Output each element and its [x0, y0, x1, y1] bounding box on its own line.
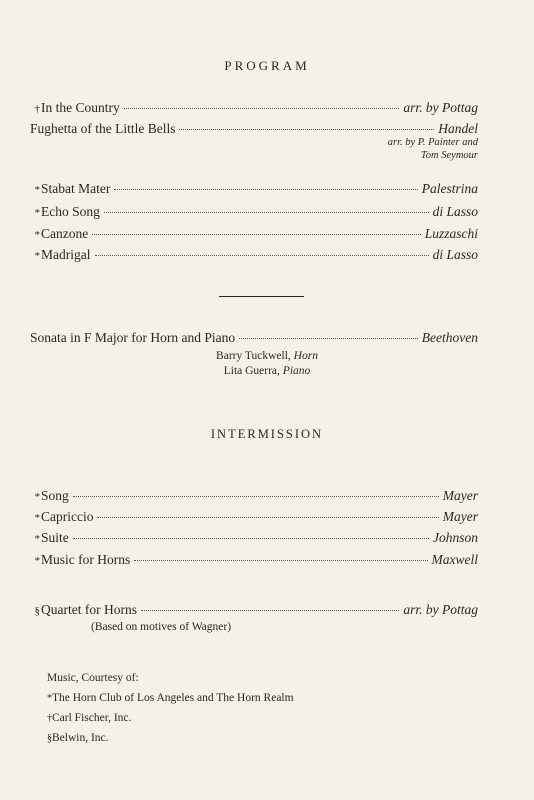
footnote-mark: * — [34, 512, 40, 524]
footnote-mark: * — [34, 555, 40, 567]
composer: di Lasso — [432, 204, 478, 219]
piece-title: Sonata in F Major for Horn and Piano — [30, 330, 236, 345]
composer: Maxwell — [431, 552, 478, 567]
piece-title: Madrigal — [41, 247, 91, 262]
dot-leader — [141, 610, 399, 611]
piece-title: Suite — [41, 530, 69, 545]
program-entry — [30, 247, 478, 265]
piece-title: Echo Song — [41, 204, 100, 219]
program-entry — [30, 602, 478, 620]
performer-instrument: Piano — [282, 365, 311, 377]
courtesy-heading: Music, Courtesy of: — [47, 672, 139, 684]
footnote-mark: * — [47, 693, 52, 704]
footnote-mark: * — [34, 491, 40, 503]
piece-title: Fughetta of the Little Bells — [30, 121, 176, 136]
program-entry — [30, 330, 478, 348]
program-entry — [30, 552, 478, 570]
arranger-line: arr. by P. Painter and — [387, 137, 478, 148]
footnote-mark: † — [34, 103, 40, 115]
program-heading: PROGRAM — [224, 58, 310, 73]
courtesy-item — [47, 692, 294, 704]
program-entry — [30, 100, 478, 118]
dot-leader — [92, 234, 421, 235]
dot-leader — [73, 496, 439, 497]
composer: arr. by Pottag — [403, 602, 478, 617]
composer: Palestrina — [421, 181, 478, 196]
composer: Beethoven — [421, 330, 478, 345]
footnote-mark: † — [47, 713, 52, 724]
dot-leader — [134, 560, 427, 561]
courtesy-text: Belwin, Inc. — [52, 732, 109, 744]
section-divider — [219, 296, 304, 297]
courtesy-item — [47, 732, 109, 744]
composer: Johnson — [433, 530, 478, 545]
dot-leader — [179, 129, 434, 130]
courtesy-text: The Horn Club of Los Angeles and The Horn Realm — [52, 692, 294, 704]
composer: di Lasso — [432, 247, 478, 262]
piece-title: Stabat Mater — [41, 181, 111, 196]
piece-title: In the Country — [41, 100, 120, 115]
dot-leader — [239, 338, 418, 339]
courtesy-item — [47, 712, 131, 724]
program-entry — [30, 226, 478, 244]
performer-line — [0, 350, 534, 362]
program-entry — [30, 530, 478, 548]
piece-title: Music for Horns — [41, 552, 131, 567]
dot-leader — [95, 255, 429, 256]
program-entry — [30, 181, 478, 199]
performer-name: Lita Guerra, — [223, 365, 280, 377]
dot-leader — [97, 517, 438, 518]
performer-line — [0, 365, 534, 377]
dot-leader — [104, 212, 429, 213]
performer-name: Barry Tuckwell, — [216, 350, 291, 362]
program-entry — [30, 488, 478, 506]
piece-title: Song — [41, 488, 69, 503]
footnote-mark: * — [34, 250, 40, 262]
program-entry — [30, 204, 478, 222]
piece-title: Capriccio — [41, 509, 94, 524]
piece-title: Quartet for Horns — [41, 602, 137, 617]
arranger-line: Tom Seymour — [420, 150, 478, 161]
quartet-note: (Based on motives of Wagner) — [91, 621, 232, 633]
composer: Luzzaschi — [424, 226, 478, 241]
dot-leader — [73, 538, 429, 539]
dot-leader — [124, 108, 400, 109]
performer-instrument: Horn — [293, 350, 318, 362]
footnote-mark: * — [34, 207, 40, 219]
composer: Handel — [438, 121, 478, 136]
footnote-mark: § — [47, 733, 52, 744]
composer: arr. by Pottag — [403, 100, 478, 115]
footnote-mark: * — [34, 184, 40, 196]
piece-title: Canzone — [41, 226, 89, 241]
footnote-mark: * — [34, 229, 40, 241]
intermission-heading: INTERMISSION — [210, 427, 324, 441]
dot-leader — [114, 189, 417, 190]
program-entry — [30, 509, 478, 527]
composer: Mayer — [442, 488, 478, 503]
composer: Mayer — [442, 509, 478, 524]
courtesy-text: Carl Fischer, Inc. — [52, 712, 132, 724]
footnote-mark: § — [34, 605, 40, 617]
footnote-mark: * — [34, 533, 40, 545]
